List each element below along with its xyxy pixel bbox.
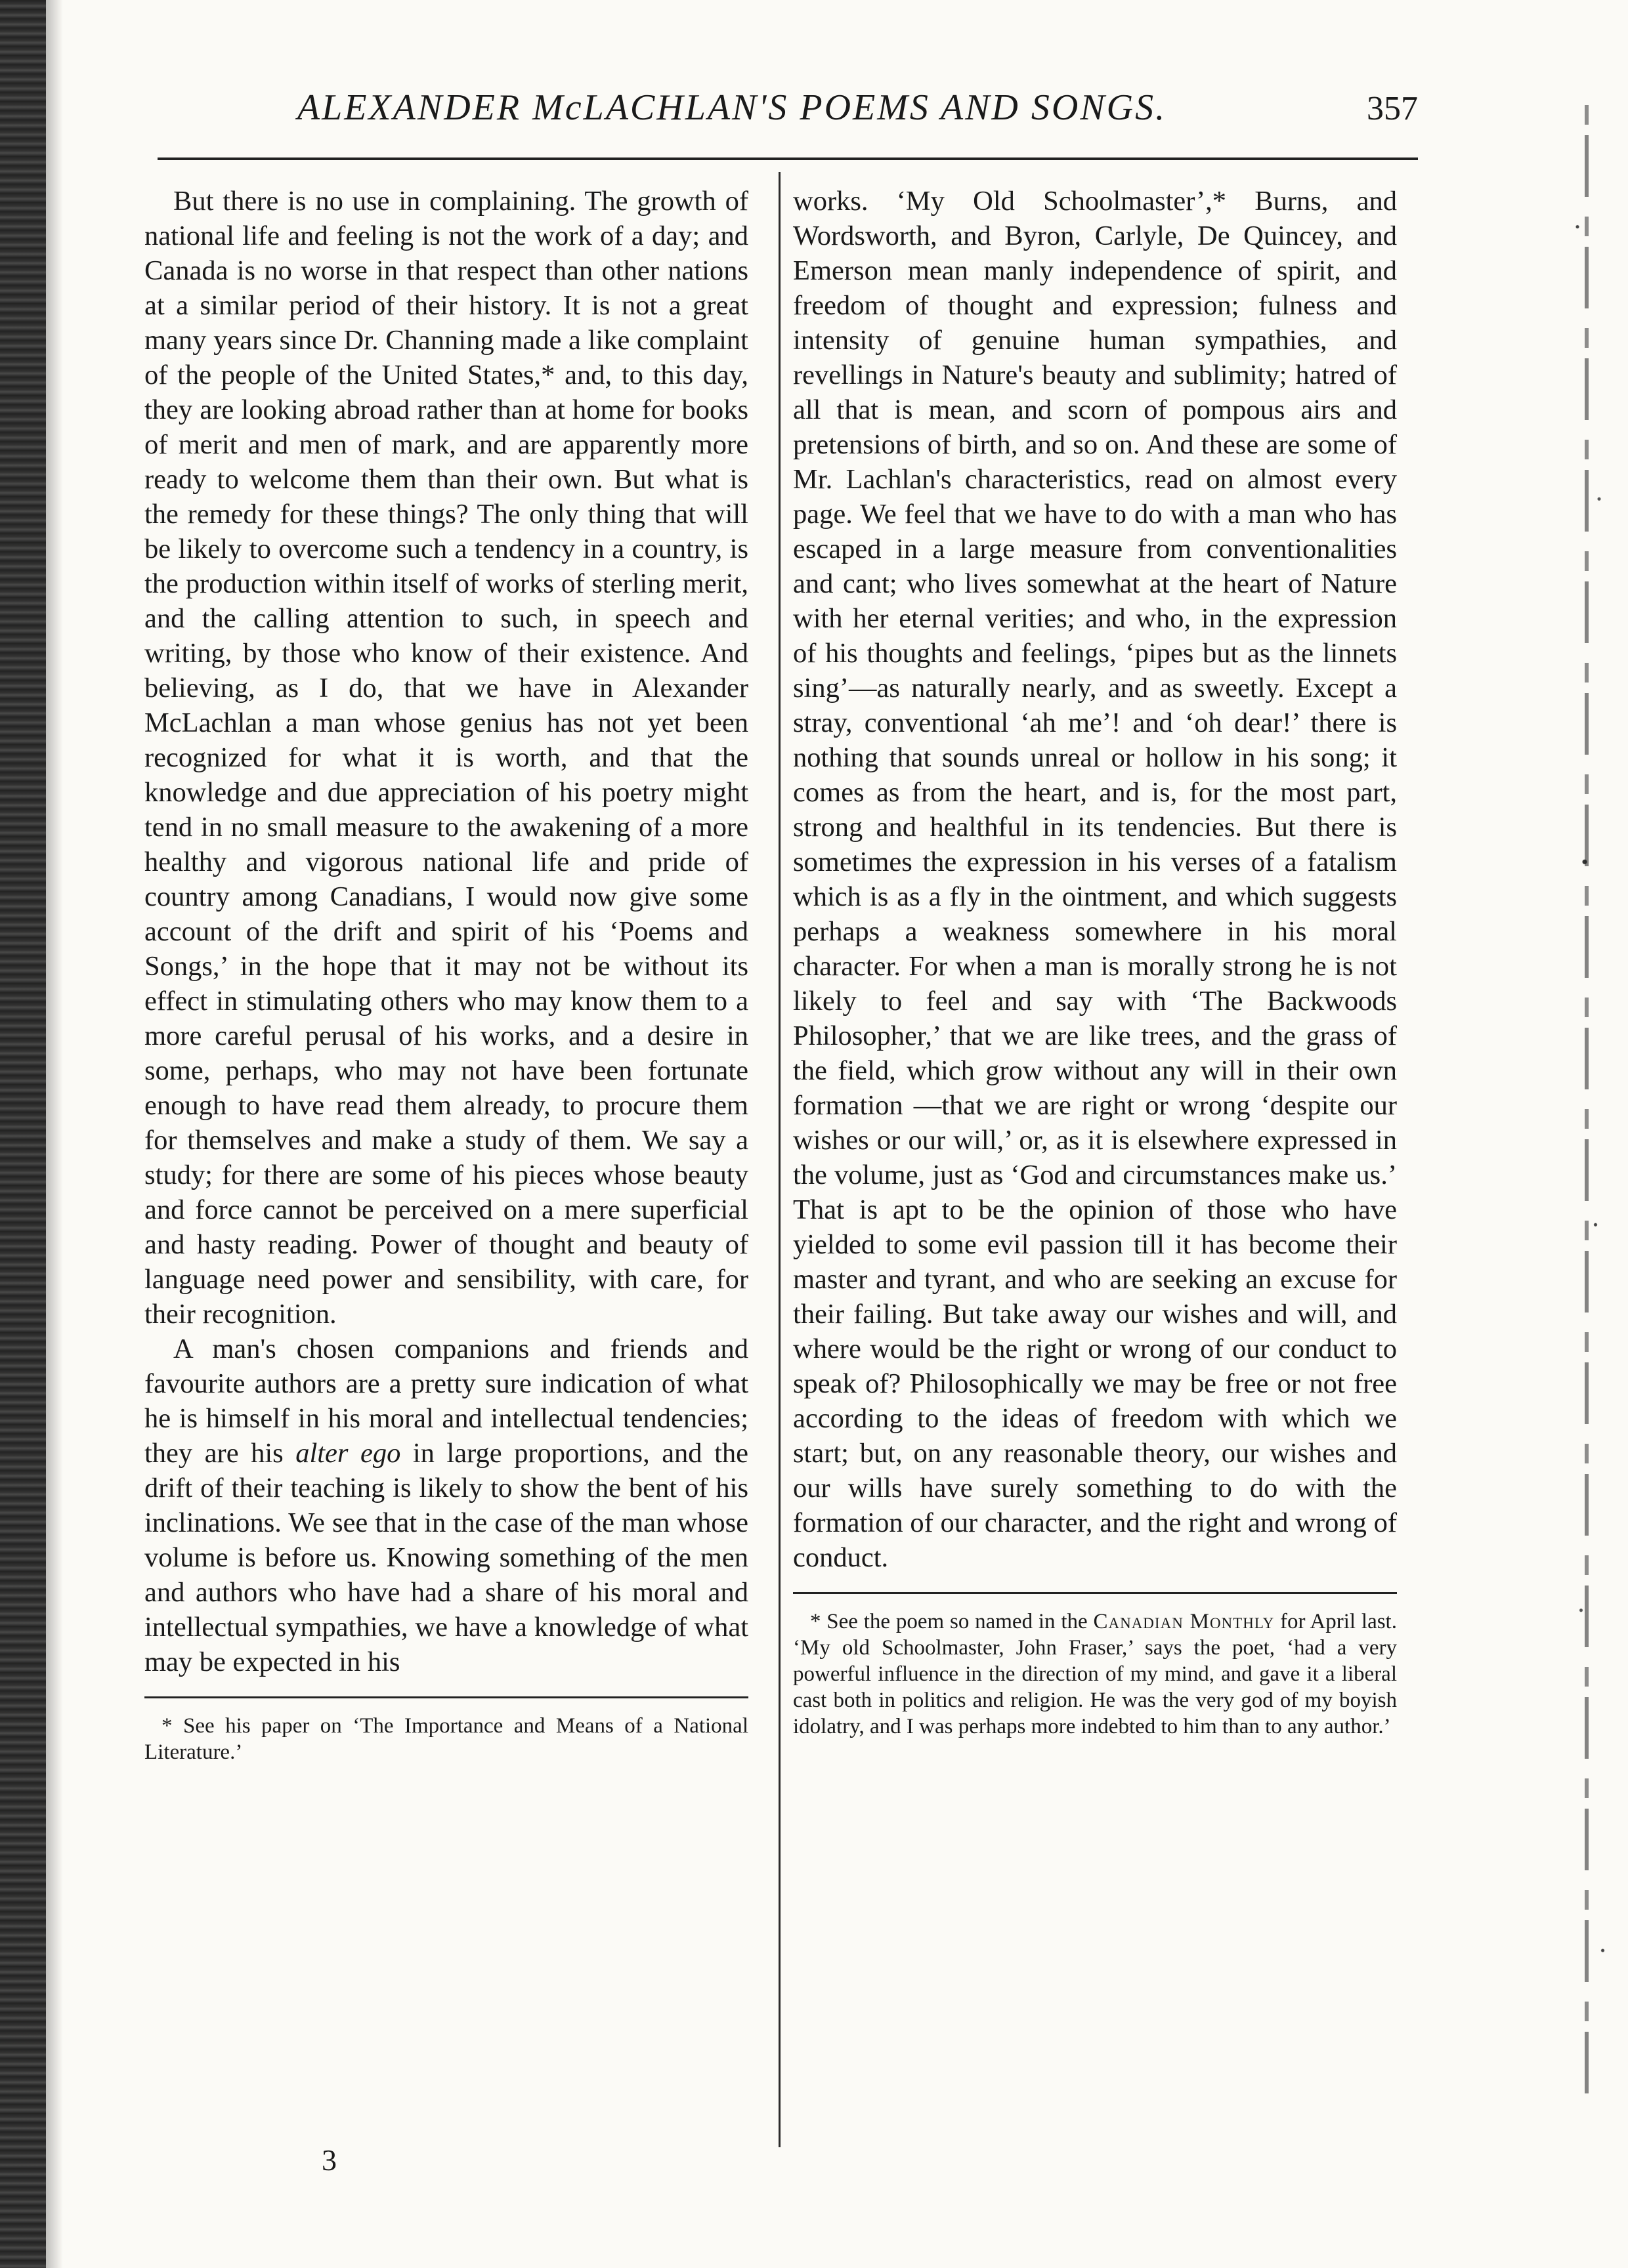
paragraph: works. ‘My Old Schoolmaster’,* Burns, and Wordsworth, and Byron, Carlyle, De Quincey, and Emerson mean manly independence of spirit, and freedom of thought and expression; fulness and intensity of genuine human sympathies, and revellings in Nature's beauty and sublimity; hatred of all that is mean, and scorn of pompous airs and pretensions of birth, and so on. And these are some of Mr. Lachlan's characteristics, read on almost every page. We feel that we have to do with a man who has escaped in a large measure from conventionalities and cant; who lives somewhat at the heart of Nature with her eternal verities; and who, in the expression of his thoughts and feelings, ‘pipes but as the linnets sing’—as naturally nearly, and as sweetly. Except a stray, conventional ‘ah me’! and ‘oh dear!’ there is nothing that sounds unreal or hollow in his song; it comes as from the heart, and is, for the most part, strong and healthful in its tendencies. But there is sometimes the expression in his verses of a fatalism which is as a fly in the ointment, and which suggests perhaps a weakness somewhere in his moral character. For when a man is morally strong he is not likely to feel and say with ‘The Backwoods Philosopher,’ that we are like trees, and the grass of the field, which grow without any will in their own formation —that we are right or wrong ‘despite our wishes or our will,’ or, as it is elsewhere expressed in the volume, just as ‘God and circumstances make us.’ That is apt to be the opinion of those who have yielded to some evil passion till it has become their master and tyrant, and who are seeking an excuse for their failing. But take away our wishes and will, and where would be the right or wrong of our conduct to speak of? Philosophically we may be free or not free according to the ideas of freedom with which we start; but, on any reasonable theory, our wishes and our wills have surely something to do with the formation of our character, and the right and wrong of conduct. (793, 186, 1397, 1573)
text-run: A man's chosen companions and friends and favourite authors are a pretty sure indication of what he is himself in his moral and intellectual tendencies; they are his (144, 1334, 748, 1469)
paragraph: But there is no use in complaining. The growth of national life and feeling is not the work of a day; and Canada is no worse in that respect than other nations at a similar period of their history. It is not a great many years since Dr. Channing made a like complaint of the people of the United States,* and, to this day, they are looking abroad rather than at home for books of merit and men of mark, and are apparently more ready to welcome them than their own. But what is the remedy for these things? The only thing that will be likely to overcome such a tendency in a country, is the production within itself of works of sterling merit, and the calling attention to such, in speech and writing, by those who know of their existence. And believing, as I do, that we have in Alexander McLachlan a man whose genius has not yet been recognized for what it is worth, and that the knowledge and due appreciation of his poetry might tend in no small measure to the awakening of a more healthy and vigorous national life and pride of country among Canadians, I would now give some account of the drift and spirit of his ‘Poems and Songs,’ in the hope that it may not be without its effect in stimulating others who may know them to a more careful perusal of his works, and a desire in some, perhaps, who may not have been fortunate enough to have read them already, to procure them for themselves and make a study of them. We say a study; for there are some of his pieces whose beauty and force cannot be perceived on a mere superficial and hasty reading. Power of thought and beauty of language need power and sensibility, with care, for their recognition. (144, 186, 748, 1330)
binding-edge-shadow (0, 0, 46, 2268)
footnote (793, 1608, 1397, 1740)
page-edge-mark (1585, 105, 1589, 2107)
running-title: ALEXANDER McLACHLAN'S POEMS AND SONGS. (297, 87, 1167, 128)
footnote-rule (144, 1696, 748, 1698)
page-edge-speckle (1556, 0, 1628, 2268)
column-divider (779, 172, 781, 2147)
footnote-rule (793, 1592, 1397, 1594)
page-header (158, 87, 1418, 146)
page-number: 357 (1367, 90, 1418, 127)
signature-mark: 3 (322, 2143, 337, 2177)
italic-phrase: alter ego (295, 1438, 401, 1469)
right-column (793, 184, 1397, 1740)
text-run: in large proportions, and the drift of their teaching is likely to show the bent of his inclinations. We see that in the case of the man whose volume is before us. Knowing something of the men and authors who have had a share of his moral and intellectual sympathies, we have a knowledge of what may be expected in his (144, 1438, 748, 1677)
journal-title: Canadian Monthly (1093, 1610, 1275, 1633)
paragraph (144, 1332, 748, 1679)
text-run: for April last. ‘My old Schoolmaster, John Fraser,’ says the poet, ‘had a very powerful influence in the direction of my mind, and gave it a liberal cast both in politics and religion. He was the very god of my boyish idolatry, and I was perhaps more indebted to him than to any author.’ (793, 1610, 1397, 1738)
header-rule (158, 158, 1418, 160)
left-column (144, 184, 748, 1765)
footnote: * See his paper on ‘The Importance and Means of a National Literature.’ (144, 1714, 748, 1764)
text-run: * See the poem so named in the (810, 1610, 1094, 1633)
